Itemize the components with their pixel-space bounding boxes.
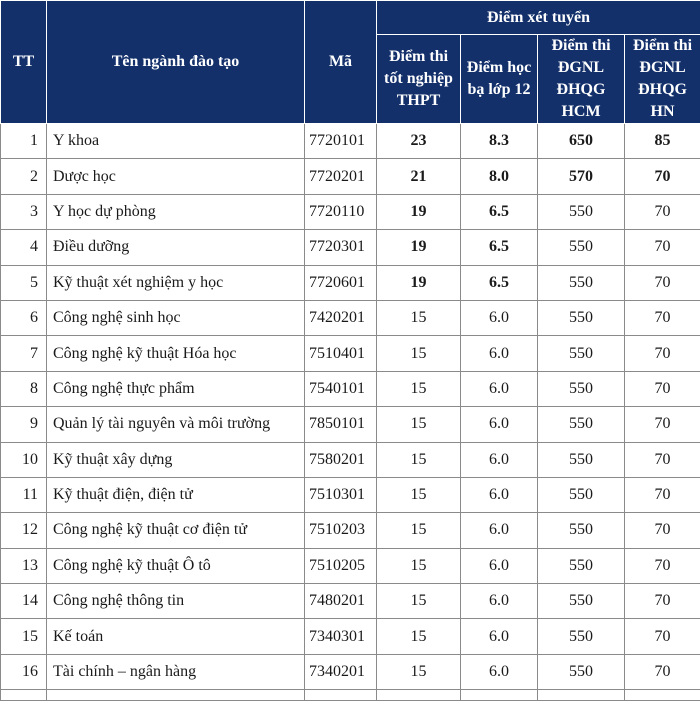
cell-tt: 13 bbox=[1, 548, 47, 583]
cell-code: 7510301 bbox=[305, 477, 377, 512]
table-row bbox=[1, 548, 700, 583]
cell-program-name: Kỹ thuật xây dựng bbox=[47, 442, 305, 477]
cell-program-name: Công nghệ thông tin bbox=[47, 584, 305, 619]
cell-tt: 14 bbox=[1, 584, 47, 619]
header-line: tốt nghiệp bbox=[384, 70, 453, 87]
cell-dgnl-hn: 70 bbox=[625, 265, 700, 300]
cell-dgnl-hcm: 550 bbox=[538, 371, 625, 406]
empty-cell bbox=[1, 690, 47, 701]
cell-code: 7720301 bbox=[305, 230, 377, 265]
cell-tt: 15 bbox=[1, 619, 47, 654]
cell-code: 7510203 bbox=[305, 513, 377, 548]
table-row bbox=[1, 619, 700, 654]
cell-dgnl-hcm: 550 bbox=[538, 584, 625, 619]
cell-hoc-ba: 6.0 bbox=[461, 477, 538, 512]
cell-thpt: 15 bbox=[377, 584, 461, 619]
header-line: Điểm học bbox=[467, 59, 531, 76]
cell-dgnl-hn: 85 bbox=[625, 124, 700, 159]
header-line: HN bbox=[651, 103, 675, 120]
cell-thpt: 15 bbox=[377, 548, 461, 583]
cell-code: 7510205 bbox=[305, 548, 377, 583]
cell-thpt: 15 bbox=[377, 407, 461, 442]
cell-tt: 12 bbox=[1, 513, 47, 548]
cell-dgnl-hcm: 550 bbox=[538, 300, 625, 335]
cell-code: 7850101 bbox=[305, 407, 377, 442]
table-row bbox=[1, 407, 700, 442]
cell-hoc-ba: 6.5 bbox=[461, 265, 538, 300]
table-row bbox=[1, 230, 700, 265]
table-row bbox=[1, 654, 700, 689]
cell-dgnl-hcm: 550 bbox=[538, 194, 625, 229]
cell-thpt: 15 bbox=[377, 619, 461, 654]
cell-code: 7540101 bbox=[305, 371, 377, 406]
cell-thpt: 15 bbox=[377, 371, 461, 406]
table-row bbox=[1, 265, 700, 300]
cell-dgnl-hn: 70 bbox=[625, 194, 700, 229]
cell-hoc-ba: 6.0 bbox=[461, 371, 538, 406]
cell-dgnl-hn: 70 bbox=[625, 336, 700, 371]
cell-dgnl-hcm: 550 bbox=[538, 442, 625, 477]
table-row bbox=[1, 124, 700, 159]
cell-dgnl-hcm: 550 bbox=[538, 265, 625, 300]
cell-dgnl-hn: 70 bbox=[625, 654, 700, 689]
cell-thpt: 23 bbox=[377, 124, 461, 159]
header-code: Mã bbox=[305, 1, 377, 124]
cell-program-name: Kỹ thuật xét nghiệm y học bbox=[47, 265, 305, 300]
cell-thpt: 15 bbox=[377, 654, 461, 689]
cell-tt: 4 bbox=[1, 230, 47, 265]
cell-hoc-ba: 6.5 bbox=[461, 194, 538, 229]
cell-program-name: Công nghệ kỹ thuật Hóa học bbox=[47, 336, 305, 371]
table-row bbox=[1, 300, 700, 335]
cell-tt: 5 bbox=[1, 265, 47, 300]
cell-code: 7510401 bbox=[305, 336, 377, 371]
cell-dgnl-hcm: 550 bbox=[538, 407, 625, 442]
header-line: ĐGNL bbox=[639, 59, 685, 76]
cell-tt: 11 bbox=[1, 477, 47, 512]
cell-program-name: Y khoa bbox=[47, 124, 305, 159]
header-thpt bbox=[377, 35, 461, 124]
cell-program-name: Tài chính – ngân hàng bbox=[47, 654, 305, 689]
cell-dgnl-hcm: 550 bbox=[538, 619, 625, 654]
cell-hoc-ba: 8.3 bbox=[461, 124, 538, 159]
cell-thpt: 15 bbox=[377, 513, 461, 548]
empty-cell bbox=[538, 690, 625, 701]
cell-dgnl-hn: 70 bbox=[625, 513, 700, 548]
cell-thpt: 15 bbox=[377, 442, 461, 477]
cell-thpt: 21 bbox=[377, 159, 461, 194]
cell-dgnl-hn: 70 bbox=[625, 548, 700, 583]
header-line: ĐGNL bbox=[558, 59, 604, 76]
cell-thpt: 15 bbox=[377, 336, 461, 371]
empty-cell bbox=[377, 690, 461, 701]
header-program-name: Tên ngành đào tạo bbox=[47, 1, 305, 124]
cell-tt: 3 bbox=[1, 194, 47, 229]
cell-tt: 9 bbox=[1, 407, 47, 442]
cell-hoc-ba: 6.0 bbox=[461, 300, 538, 335]
cell-code: 7580201 bbox=[305, 442, 377, 477]
header-dgnl-hcm bbox=[538, 35, 625, 124]
cell-code: 7420201 bbox=[305, 300, 377, 335]
cell-dgnl-hcm: 550 bbox=[538, 548, 625, 583]
cell-program-name: Dược học bbox=[47, 159, 305, 194]
table-row bbox=[1, 513, 700, 548]
cell-hoc-ba: 6.5 bbox=[461, 230, 538, 265]
cell-program-name: Công nghệ sinh học bbox=[47, 300, 305, 335]
cell-hoc-ba: 6.0 bbox=[461, 442, 538, 477]
cell-dgnl-hcm: 550 bbox=[538, 230, 625, 265]
cell-code: 7340201 bbox=[305, 654, 377, 689]
cell-program-name: Điều dưỡng bbox=[47, 230, 305, 265]
cell-thpt: 15 bbox=[377, 300, 461, 335]
cell-thpt: 19 bbox=[377, 230, 461, 265]
cell-dgnl-hcm: 550 bbox=[538, 336, 625, 371]
cell-dgnl-hn: 70 bbox=[625, 584, 700, 619]
cell-tt: 10 bbox=[1, 442, 47, 477]
cell-dgnl-hn: 70 bbox=[625, 477, 700, 512]
cell-code: 7720110 bbox=[305, 194, 377, 229]
cell-tt: 2 bbox=[1, 159, 47, 194]
cell-dgnl-hcm: 550 bbox=[538, 654, 625, 689]
cell-hoc-ba: 6.0 bbox=[461, 548, 538, 583]
cell-tt: 6 bbox=[1, 300, 47, 335]
cell-hoc-ba: 6.0 bbox=[461, 654, 538, 689]
cell-program-name: Công nghệ thực phẩm bbox=[47, 371, 305, 406]
cell-hoc-ba: 6.0 bbox=[461, 584, 538, 619]
cell-dgnl-hn: 70 bbox=[625, 159, 700, 194]
cell-dgnl-hcm: 570 bbox=[538, 159, 625, 194]
header-line: THPT bbox=[397, 92, 441, 109]
header-line: ĐHQG bbox=[557, 81, 606, 98]
cell-tt: 16 bbox=[1, 654, 47, 689]
header-tt: TT bbox=[1, 1, 47, 124]
cell-hoc-ba: 6.0 bbox=[461, 513, 538, 548]
cell-tt: 8 bbox=[1, 371, 47, 406]
cell-dgnl-hcm: 550 bbox=[538, 477, 625, 512]
cell-code: 7340301 bbox=[305, 619, 377, 654]
table-row-partial bbox=[1, 690, 700, 701]
cell-thpt: 15 bbox=[377, 477, 461, 512]
header-hoc-ba bbox=[461, 35, 538, 124]
cell-dgnl-hn: 70 bbox=[625, 442, 700, 477]
header-line: Điểm thi bbox=[633, 37, 692, 54]
header-score-group: Điểm xét tuyển bbox=[377, 1, 700, 35]
cell-dgnl-hn: 70 bbox=[625, 230, 700, 265]
cell-code: 7720201 bbox=[305, 159, 377, 194]
header-dgnl-hn bbox=[625, 35, 700, 124]
cell-dgnl-hcm: 550 bbox=[538, 513, 625, 548]
table-row bbox=[1, 442, 700, 477]
cell-program-name: Kế toán bbox=[47, 619, 305, 654]
cell-program-name: Công nghệ kỹ thuật cơ điện tử bbox=[47, 513, 305, 548]
table-row bbox=[1, 477, 700, 512]
cell-hoc-ba: 6.0 bbox=[461, 619, 538, 654]
table-row bbox=[1, 584, 700, 619]
cell-program-name: Quản lý tài nguyên và môi trường bbox=[47, 407, 305, 442]
cell-tt: 1 bbox=[1, 124, 47, 159]
table-body bbox=[1, 124, 700, 701]
table-row bbox=[1, 194, 700, 229]
cell-code: 7720101 bbox=[305, 124, 377, 159]
cell-code: 7720601 bbox=[305, 265, 377, 300]
cell-dgnl-hn: 70 bbox=[625, 407, 700, 442]
cell-dgnl-hn: 70 bbox=[625, 300, 700, 335]
cell-hoc-ba: 6.0 bbox=[461, 407, 538, 442]
cell-dgnl-hn: 70 bbox=[625, 619, 700, 654]
empty-cell bbox=[625, 690, 700, 701]
cell-tt: 7 bbox=[1, 336, 47, 371]
empty-cell bbox=[47, 690, 305, 701]
header-line: ĐHQG bbox=[638, 81, 687, 98]
header-line: bạ lớp 12 bbox=[467, 81, 530, 98]
cell-program-name: Y học dự phòng bbox=[47, 194, 305, 229]
table-row bbox=[1, 336, 700, 371]
cell-dgnl-hn: 70 bbox=[625, 371, 700, 406]
cell-hoc-ba: 6.0 bbox=[461, 336, 538, 371]
table-row bbox=[1, 371, 700, 406]
cell-thpt: 19 bbox=[377, 265, 461, 300]
empty-cell bbox=[305, 690, 377, 701]
header-line: Điểm thi bbox=[389, 48, 448, 65]
table-row bbox=[1, 159, 700, 194]
cell-thpt: 19 bbox=[377, 194, 461, 229]
empty-cell bbox=[461, 690, 538, 701]
cell-hoc-ba: 8.0 bbox=[461, 159, 538, 194]
cell-program-name: Kỹ thuật điện, điện tử bbox=[47, 477, 305, 512]
header-line: Điểm thi bbox=[551, 37, 610, 54]
cell-code: 7480201 bbox=[305, 584, 377, 619]
cell-program-name: Công nghệ kỹ thuật Ô tô bbox=[47, 548, 305, 583]
header-line: HCM bbox=[561, 103, 600, 120]
cell-dgnl-hcm: 650 bbox=[538, 124, 625, 159]
